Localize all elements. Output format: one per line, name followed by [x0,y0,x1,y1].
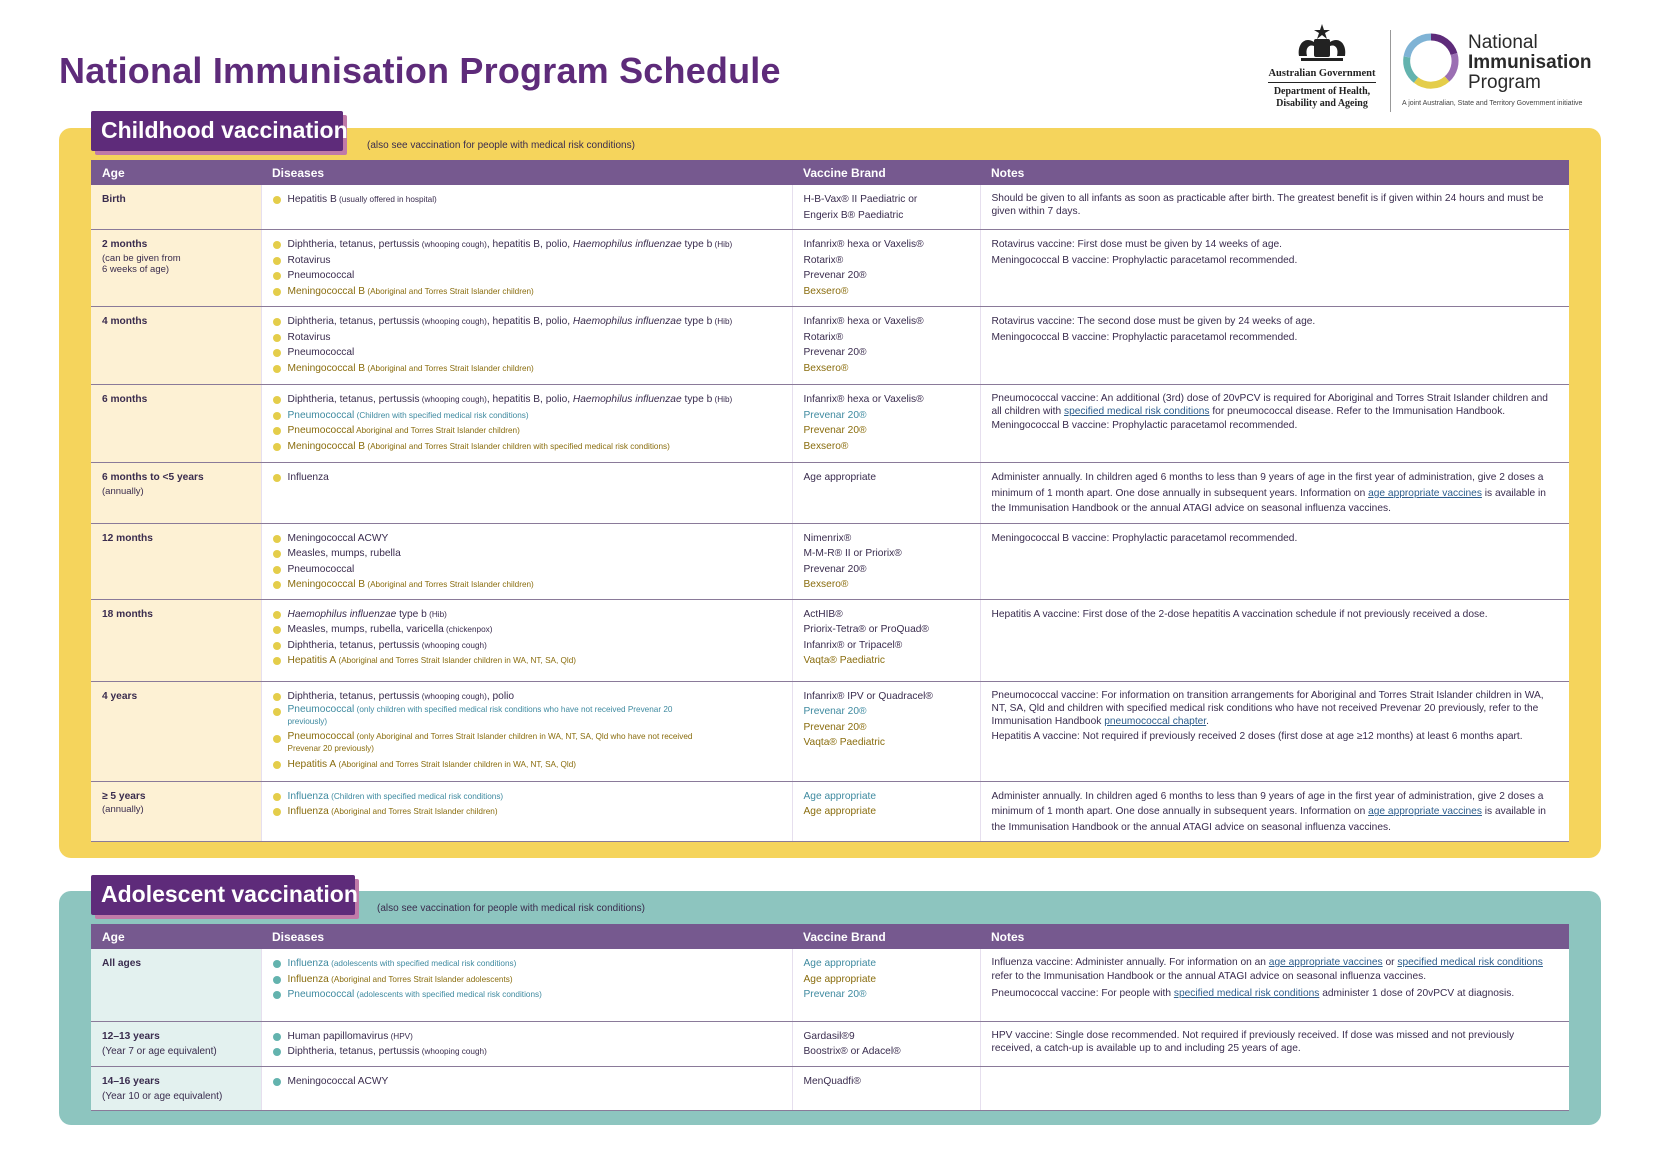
table-row [91,230,1569,307]
disease-item: Diphtheria, tetanus, pertussis (whooping cough), polio [273,689,781,705]
disease-item: Pneumococcal [273,562,781,578]
brand-item: ActHIB® [803,608,843,620]
bullet-dot-icon [273,761,281,769]
disease-item: Measles, mumps, rubella [273,546,781,562]
header-age: Age [91,924,261,949]
diseases-cell [261,1066,792,1111]
brand-item: Age appropriate [803,958,876,969]
nip-line-1: National [1468,32,1538,53]
age-cell: 4 months [91,307,261,385]
brand-item: Rotarix® [803,331,844,343]
bullet-dot-icon [273,257,281,265]
diseases-cell [261,463,792,524]
australian-government-logo [1262,22,1382,110]
bullet-dot-icon [273,976,281,984]
childhood-table [91,160,1569,842]
notes-cell: Rotavirus vaccine: First dose must be given by 14 weeks of age. Meningococcal B vaccine: Prophylactic paracetamol recommended. [980,230,1569,307]
disease-item: Diphtheria, tetanus, pertussis (whooping cough) [273,1044,781,1060]
bullet-dot-icon [273,960,281,968]
age-cell: All ages [91,949,261,1021]
bullet-dot-icon [273,991,281,999]
bullet-dot-icon [273,396,281,404]
brand-item: Infanrix® or Tripacel® [803,639,903,651]
disease-item: Influenza (Children with specified medical risk conditions) [273,789,781,805]
specified-medical-risk-conditions-link[interactable]: specified medical risk conditions [1063,406,1210,417]
bullet-dot-icon [273,412,281,420]
disease-item: Pneumococcal (only children with specified medical risk conditions who have not received Prevenar 20 previously) [273,704,781,728]
notes-cell: HPV vaccine: Single dose recommended. Not required if previously received. If dose was missed and not previously received, a catch-up is available up to and including 25 years of age. [980,1021,1569,1066]
bullet-dot-icon [273,288,281,296]
disease-item: Meningococcal B (Aboriginal and Torres Strait Islander children) [273,284,781,300]
bullet-dot-icon [273,708,281,716]
nip-line-2: Immunisation [1468,52,1592,73]
brand-item: Bexsero® [803,285,849,297]
bullet-dot-icon [273,427,281,435]
notes-cell: Should be given to all infants as soon as practicable after birth. The greatest benefit is if given within 24 hours and must be given within 7 days. [980,185,1569,230]
brand-cell [792,1021,980,1066]
disease-item: Meningococcal ACWY [273,531,781,547]
age-cell: 4 years [91,681,261,781]
brand-item: Infanrix® IPV or Quadracel® [803,690,933,702]
table-row [91,385,1569,463]
table-row [91,523,1569,599]
nip-ring-icon [1402,32,1460,90]
age-cell: 6 months [91,385,261,463]
nip-logo [1402,32,1602,112]
brand-item: Bexsero® [803,440,849,452]
header-brand: Vaccine Brand [792,160,980,185]
age-appropriate-vaccines-link[interactable]: age appropriate vaccines [1368,487,1482,499]
notes-cell: Rotavirus vaccine: The second dose must be given by 24 weeks of age. Meningococcal B vaccine: Prophylactic paracetamol recommended. [980,307,1569,385]
brand-item: Boostrix® or Adacel® [803,1046,901,1057]
brand-item: Prevenar 20® [803,989,867,1000]
table-row [91,681,1569,781]
disease-item: Hepatitis A (Aboriginal and Torres Strait Islander children in WA, NT, SA, Qld) [273,757,781,773]
table-header-row [91,160,1569,185]
age-cell: 14–16 years (Year 10 or age equivalent) [91,1066,261,1111]
bullet-dot-icon [273,196,281,204]
notes-cell: Meningococcal B vaccine: Prophylactic paracetamol recommended. [980,523,1569,599]
bullet-dot-icon [273,474,281,482]
bullet-dot-icon [273,793,281,801]
age-cell: ≥ 5 years (annually) [91,781,261,842]
disease-item: Meningococcal B (Aboriginal and Torres Strait Islander children) [273,577,781,593]
disease-item: Hepatitis B (usually offered in hospital) [273,192,781,208]
header-brand: Vaccine Brand [792,924,980,949]
diseases-cell [261,949,792,1021]
bullet-dot-icon [273,241,281,249]
brand-item: MenQuadfi® [803,1075,861,1087]
header-notes: Notes [980,924,1569,949]
brand-item: Prevenar 20® [803,563,867,575]
disease-item: Rotavirus [273,253,781,269]
bullet-dot-icon [273,693,281,701]
header-notes: Notes [980,160,1569,185]
diseases-cell [261,781,792,842]
coat-of-arms-icon [1287,22,1357,66]
brand-item: Nimenrix® [803,532,852,544]
brand-item: Bexsero® [803,579,849,590]
bullet-dot-icon [273,611,281,619]
adolescent-section-note: (also see vaccination for people with medical risk conditions) [377,903,645,914]
brand-item: Infanrix® hexa or Vaxelis® [803,394,924,405]
disease-item: Pneumococcal (adolescents with specified medical risk conditions) [273,987,781,1003]
disease-item: Pneumococcal [273,268,781,284]
disease-item: Hepatitis A (Aboriginal and Torres Strait Islander children in WA, NT, SA, Qld) [273,653,781,669]
bullet-dot-icon [273,1078,281,1086]
diseases-cell [261,385,792,463]
table-row [91,1066,1569,1111]
brand-cell [792,599,980,681]
disease-item: Meningococcal ACWY [273,1074,781,1090]
bullet-dot-icon [273,581,281,589]
brand-cell [792,523,980,599]
age-cell: 2 months (can be given from 6 weeks of age) [91,230,261,307]
brand-item: Priorix-Tetra® or ProQuad® [803,624,929,635]
brand-item: Age appropriate [803,472,876,483]
diseases-cell [261,599,792,681]
childhood-section-note: (also see vaccination for people with medical risk conditions) [367,140,635,151]
bullet-dot-icon [273,566,281,574]
bullet-dot-icon [273,443,281,451]
table-row [91,463,1569,524]
disease-item: Haemophilus influenzae type b (Hib) [273,607,781,623]
bullet-dot-icon [273,1048,281,1056]
bullet-dot-icon [273,1033,281,1041]
brand-item: Rotarix® [803,254,844,266]
age-cell: 12–13 years (Year 7 or age equivalent) [91,1021,261,1066]
age-cell: 18 months [91,599,261,681]
age-cell: 6 months to <5 years (annually) [91,463,261,524]
notes-cell: Pneumococcal vaccine: For information on transition arrangements for Aboriginal and Torres Strait Islander children in WA, NT, SA, Qld and children with specified medical risk conditions who have not received Prevenar 20 previously, refer to the Immunisation Handbook pneumococcal chapter. Hepatitis A vaccine: Not required if previously received 2 doses (first dose at age ≥12 months) at least 6 months apart. [980,681,1569,781]
table-row [91,599,1569,681]
disease-item: Influenza [273,470,781,486]
notes-cell: Pneumococcal vaccine: An additional (3rd) dose of 20vPCV is required for Aboriginal and Torres Strait Islander children and all children with specified medical risk conditions for pneumococcal disease. Refer to the Immunisation Handbook. Meningococcal B vaccine: Prophylactic paracetamol recommended. [980,385,1569,463]
table-header-row [91,924,1569,949]
header-age: Age [91,160,261,185]
bullet-dot-icon [273,626,281,634]
bullet-dot-icon [273,365,281,373]
brand-item: Age appropriate [803,806,876,817]
bullet-dot-icon [273,349,281,357]
table-row [91,949,1569,1021]
disease-item: Diphtheria, tetanus, pertussis (whooping cough) [273,638,781,654]
brand-cell [792,307,980,385]
diseases-cell [261,523,792,599]
brand-cell [792,385,980,463]
brand-cell [792,463,980,524]
disease-item: Measles, mumps, rubella, varicella (chickenpox) [273,622,781,638]
disease-item: Influenza (Aboriginal and Torres Strait Islander children) [273,804,781,820]
diseases-cell [261,1021,792,1066]
brand-item: Prevenar 20® [803,425,867,436]
nip-tagline: A joint Australian, State and Territory Government initiative [1402,100,1583,107]
age-cell: Birth [91,185,261,230]
notes-cell: Administer annually. In children aged 6 months to less than 9 years of age in the first year of administration, give 2 doses a minimum of 1 month apart. One dose annually in subsequent years. Information on age appropriate vaccines is available in the Immunisation Handbook or the annual ATAGI advice on seasonal influenza vaccines. [980,463,1569,524]
brand-item: Gardasil®9 [803,1030,855,1042]
gov-divider [1268,82,1376,83]
brand-cell [792,185,980,230]
brand-item: Infanrix® hexa or Vaxelis® [803,239,924,250]
bullet-dot-icon [273,657,281,665]
age-cell: 12 months [91,523,261,599]
disease-item: Meningococcal B (Aboriginal and Torres Strait Islander children with specified medical risk conditions) [273,439,781,455]
notes-cell [980,1066,1569,1111]
header-diseases: Diseases [261,924,792,949]
page-title: National Immunisation Program Schedule [59,50,781,91]
notes-cell: Influenza vaccine: Administer annually. For information on an age appropriate vaccines or specified medical risk conditions refer to the Immunisation Handbook or the annual ATAGI advice on seasonal influenza vaccines. Pneumococcal vaccine: For people with specified medical risk conditions administer 1 dose of 20vPCV at diagnosis. [980,949,1569,1021]
brand-item: Vaqta® Paediatric [803,655,886,666]
disease-item: Diphtheria, tetanus, pertussis (whooping cough), hepatitis B, polio, Haemophilus influenzae type b (Hib) [273,392,781,408]
brand-cell [792,949,980,1021]
diseases-cell [261,185,792,230]
brand-item: Prevenar 20® [803,721,867,733]
age-appropriate-vaccines-link[interactable]: age appropriate vaccines [1368,806,1482,817]
nip-line-3: Program [1468,72,1541,93]
brand-cell [792,681,980,781]
brand-item: Prevenar 20® [803,270,867,281]
table-row [91,185,1569,230]
brand-cell [792,230,980,307]
diseases-cell [261,307,792,385]
bullet-dot-icon [273,318,281,326]
bullet-dot-icon [273,808,281,816]
gov-dept-line-1: Department of Health, [1273,86,1371,97]
bullet-dot-icon [273,535,281,543]
disease-item: Rotavirus [273,330,781,346]
brand-item: M-M-R® II or Priorix® [803,548,902,559]
table-row [91,1021,1569,1066]
table-row [91,307,1569,385]
diseases-cell [261,230,792,307]
disease-item: Influenza (Aboriginal and Torres Strait Islander adolescents) [273,972,781,988]
brand-item: Prevenar 20® [803,347,867,358]
pneumococcal-chapter-link[interactable]: pneumococcal chapter [1104,715,1207,727]
specified-medical-risk-conditions-link[interactable]: specified medical risk conditions [1397,957,1543,968]
notes-cell: Administer annually. In children aged 6 months to less than 9 years of age in the first year of administration, give 2 doses a minimum of 1 month apart. One dose annually in subsequent years. Information on age appropriate vaccines is available in the Immunisation Handbook or the annual ATAGI advice on seasonal influenza vaccines. [980,781,1569,842]
adolescent-section-title: Adolescent vaccination [91,875,355,915]
brand-cell [792,1066,980,1111]
childhood-section-title: Childhood vaccination [91,111,343,151]
brand-item: Age appropriate [803,790,876,802]
disease-item: Pneumococcal [273,345,781,361]
brand-item: Prevenar 20® [803,706,867,717]
bullet-dot-icon [273,272,281,280]
brand-item: Prevenar 20® [803,409,867,421]
adolescent-table [91,924,1569,1111]
brand-item: Infanrix® hexa or Vaxelis® [803,316,924,327]
disease-item: Pneumococcal Aboriginal and Torres Strait Islander children) [273,423,781,439]
disease-item: Diphtheria, tetanus, pertussis (whooping cough), hepatitis B, polio, Haemophilus influenzae type b (Hib) [273,314,781,330]
disease-item: Human papillomavirus (HPV) [273,1029,781,1045]
bullet-dot-icon [273,642,281,650]
brand-item: H-B-Vax® II Paediatric or [803,194,918,205]
brand-item: Bexsero® [803,362,849,374]
bullet-dot-icon [273,334,281,342]
bullet-dot-icon [273,550,281,558]
disease-item: Influenza (adolescents with specified medical risk conditions) [273,956,781,972]
brand-item: Age appropriate [803,973,876,985]
disease-item: Diphtheria, tetanus, pertussis (whooping cough), hepatitis B, polio, Haemophilus influenzae type b (Hib) [273,237,781,253]
header-diseases: Diseases [261,160,792,185]
table-row [91,781,1569,842]
disease-item: Meningococcal B (Aboriginal and Torres Strait Islander children) [273,361,781,377]
notes-cell: Hepatitis A vaccine: First dose of the 2-dose hepatitis A vaccination schedule if not previously received a dose. [980,599,1569,681]
disease-item: Pneumococcal (Children with specified medical risk conditions) [273,408,781,424]
brand-cell [792,781,980,842]
age-appropriate-vaccines-link[interactable]: age appropriate vaccines [1268,957,1383,968]
disease-item: Pneumococcal (only Aboriginal and Torres Strait Islander children in WA, NT, SA, Qld who have not received Prevenar 20 previously) [273,731,781,755]
brand-item: Vaqta® Paediatric [803,737,886,748]
brand-item: Engerix B® Paediatric [803,209,904,221]
specified-medical-risk-conditions-link[interactable]: specified medical risk conditions [1173,988,1320,999]
bullet-dot-icon [273,735,281,743]
logo-divider [1390,30,1391,112]
diseases-cell [261,681,792,781]
gov-dept-line-2: Disability and Ageing [1276,98,1368,109]
gov-name: Australian Government [1268,68,1376,79]
